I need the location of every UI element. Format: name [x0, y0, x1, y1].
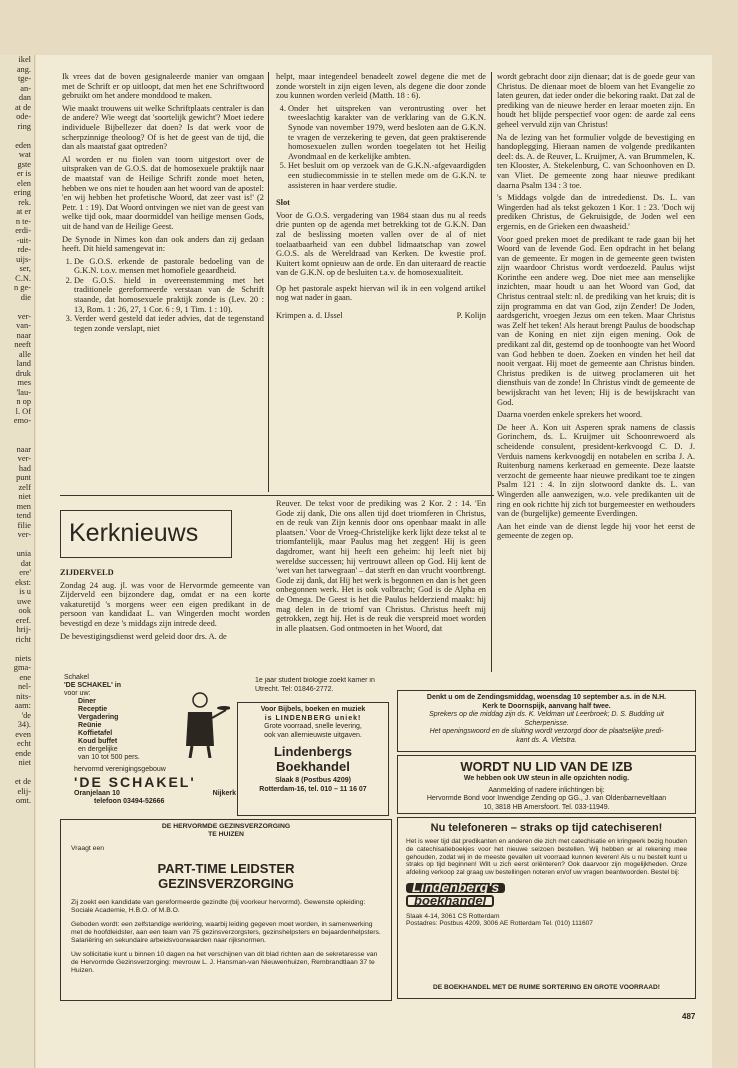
edge-text-fragment: ver-: [17, 311, 31, 321]
edge-text-fragment: ikel: [18, 55, 31, 64]
ad-line: Utrecht. Tel: 01846-2772.: [255, 685, 334, 693]
ad-line: Scherpenisse.: [524, 719, 569, 727]
edge-text-fragment: ere': [19, 568, 31, 577]
edge-text-fragment: men: [16, 501, 31, 511]
list-item: 5. Het besluit om op verzoek van de G.K.N.-afgevaardigden een studiecommissie in te stellen mede om de G.K.N. te assisteren in haar verdere studie.: [288, 161, 486, 190]
ad-footer: DE BOEKHANDEL MET DE RUIME SORTERING EN GROTE VOORRAAD!: [432, 984, 660, 992]
ad-line: ook van allernieuwste uitgaven.: [264, 731, 362, 739]
edge-text-fragment: [0, 302, 34, 312]
list-item: 4. Onder het uitspreken van verontrusting over het tweeslachtig karakter van de verklaring van de G.K.N. Synode van november 1979, werd besloten aan de G.K.N. te vragen de verzekering te geven, dat geen praktiserende homosexuelen zullen worden toegelaten tot het Heilig Avondmaal en de kerkelijke ambten.: [288, 104, 486, 162]
edge-text-fragment: tge-: [17, 74, 31, 83]
ad-title: PART-TIME LEIDSTER: [157, 861, 295, 876]
edge-text-fragment: aam:: [14, 701, 31, 710]
ad-line: 'DE SCHAKEL' in: [64, 682, 121, 689]
kerknieuws-title: Kerknieuws: [60, 510, 232, 558]
edge-text-fragment: ook: [18, 606, 31, 615]
paragraph: Voor goed preken moet de predikant te rade gaan bij het Woord van de levende God. Een opdracht in het belang van de gemeente. Er mogen in de gemeente geen twisten zijn waardoor Christus wordt verdoezeld. Paulus wijst Korinthe een andere weg. Doe niet mee aan menselijke inzichten, maar houdt u aan het Woord van God, dat Christus centraal stelt: nl. de prediking van het kruis; dit is zijn programma en dat van God, zijn Zender! De Joden, aardsgericht, vroegen Jezus om een teken. Maar Christus was Zelf het teken! Als heraut brengt Paulus de boodschap van de Koning en niet zijn eigen mening. Ook de predikant zal dit, gestemd op de toonhoogte van het Woord van God hebben te doen. Zoeken en vinden het heil dat nooit vergaat. Hij moet de gemeente aan Christus binden. Christus prediken is de uitweg proclameren uit het diensthuis van de zonde! In Christus vindt de gemeente de bewijskracht van het leven; Hij is de bewijskracht van God.: [497, 234, 695, 407]
numbered-list: [276, 104, 486, 190]
ad-line: is LINDENBERG uniek!: [264, 714, 362, 722]
paragraph: Aan het einde van de dienst legde hij voor het eerst de gemeente de zegen op.: [497, 521, 695, 541]
ad-zendingsmiddag: [397, 690, 696, 752]
page-number: 487: [682, 1012, 696, 1021]
ad-item: Koud buffet: [78, 738, 118, 745]
ad-item: en dergelijke: [78, 746, 118, 753]
edge-text-fragment: wat: [18, 150, 31, 159]
ad-line: Denkt u om de Zendingsmiddag, woensdag 10 september a.s. in de N.H.: [426, 694, 667, 701]
ad-line: Aanmelding of nadere inlichtingen bij:: [488, 786, 605, 794]
ad-line: Vraagt een: [71, 845, 105, 852]
paragraph: Zij zoekt een kandidate van gereformeerde gezindte (bij voorkeur hervormd). Gewenste opleiding: Sociale Academie, H.B.O. of M.B.O.: [71, 899, 366, 914]
edge-text-fragment: ring: [17, 121, 31, 131]
edge-text-fragment: nits-: [16, 691, 31, 701]
edge-text-fragment: unia: [16, 549, 31, 558]
paragraph: Geboden wordt: een zelfstandige werkkring, waarbij leiding gegeven moet worden, in samenwerking met de hoofdleidster, aan een team van 75 gezinsverzorgsters, gezinshelpsters en bejaardenhelpsters. Salariëring en sekundaire arbeidsvoorwaarden naar rijksnormen.: [71, 921, 381, 944]
lindenbergs-logo: boekhandel: [406, 895, 494, 907]
paragraph: Reuver. De tekst voor de prediking was 2 Kor. 2 : 14. 'En Gode zij dank, Die ons allen tijd doet triomferen in Christus, en de reuk van Zijn kennis door ons openbaar maakt in alle plaatsen.' Voor de Vroeg-Christelijke kerk lijkt deze tekst al te triomfantelijk, maar Paulus mag het zeggen! Hij is geen dagdromer, want hij heeft een geheim: hij leeft niet bij wereldse successen; hij vertrouwt alleen op God. Hij kent de 'wet van het tarwegraan' – dat sterft en dan vrucht voortbrengt. Gode zij dank, dat Hij het werk is begonnen en dan is het geen onbegonnen werk. Het is ook volbracht; God is de Alpha en de Omega. De Geest is het die Paulus helderziend maakt: hij mag delen in de triomf van Christus. Christus heeft mij getrokken, zegt hij. Het is de reuk die verspreid moet worden in alle plaatsen. God ontmoeten in het Woord, dat: [276, 499, 486, 633]
paragraph: Ik vrees dat de boven gesignaleerde manier van omgaan met de Schrift er op uitloopt, dat men het ene Schriftwoord gebruikt om het andere monddood te maken.: [62, 72, 264, 101]
ad-phone: telefoon 03494-52666: [94, 798, 165, 805]
ad-de-schakel: [60, 672, 250, 820]
edge-text-fragment: [0, 426, 34, 436]
kerknieuws-column-1: [60, 568, 270, 644]
paragraph: Op het pastorale aspekt hiervan wil ik in een volgend artikel nog wat nader in gaan.: [276, 283, 486, 303]
paragraph: Wie maakt trouwens uit welke Schriftplaats centraler is dan de andere? Wie weegt dat 'soortelijk gewicht'? Moet iedere individuele Bijbellezer dat doen? Is dat werk voor de scherpzinnige theoloog? Of is het de geest van de tijd, die dan als maatstaf gaat optreden?: [62, 103, 264, 152]
edge-text-fragment: ver-: [17, 530, 31, 539]
edge-text-fragment: er is: [16, 169, 31, 178]
edge-text-fragment: druk: [15, 368, 31, 378]
ad-address: Slaak 4-14, 3061 CS Rotterdam: [406, 912, 500, 920]
list-item: 2. De G.O.S. hield in overeenstemming met het traditionele gereformeerde verstaan van de Schrift staande, dat homosexuele praktijk zonde is (Lev. 20 : 13, Rom. 1 : 26, 27, 1 Cor. 6 : 9, 1 Tim. 1 : 10).: [74, 276, 264, 314]
ad-title: WORDT NU LID VAN DE IZB: [460, 759, 633, 774]
edge-text-fragment: ene: [19, 672, 31, 682]
edge-text-fragment: ang.: [16, 64, 31, 74]
paragraph: wordt gebracht door zijn dienaar; dat is de goede geur van Christus. De dienaar moet de bloem van het Evangelie zo laten geuren, dat ieder onder die bekoring raakt. Dat zal de prediking van de nieuwe herder en leraar moeten zijn. En houdt het blijde perspectief voor ogen: de aarde zal eens geheel vervuld zijn van Christus!: [497, 72, 695, 129]
edge-text-fragment: neeft: [14, 340, 31, 349]
ad-gezinsverzorging: [60, 819, 392, 1001]
ad-line: Grote voorraad, snelle levering,: [264, 723, 362, 730]
ad-item: Vergadering: [78, 714, 119, 721]
edge-text-fragment: l. Of: [15, 406, 31, 416]
ad-name: 'DE SCHAKEL': [74, 774, 196, 790]
ad-item: van 10 tot 500 pers.: [78, 754, 140, 761]
edge-text-fragment: ser,: [19, 264, 31, 273]
edge-text-fragment: dat: [20, 558, 31, 568]
edge-text-fragment: at de: [14, 102, 31, 112]
edge-text-fragment: [0, 435, 34, 445]
ad-line: DE HERVORMDE GEZINSVERZORGING: [161, 823, 291, 830]
edge-text-fragment: [0, 644, 34, 654]
edge-text-fragment: naar: [16, 444, 31, 454]
edge-text-fragment: filie: [17, 520, 31, 530]
paragraph: Zondag 24 aug. jl. was voor de Hervormde gemeente van Zijderveld een bijzondere dag, omdat er na een korte vakaturetijd 's morgens weer een eigen predikant in de persoon van kandidaat L. van Wingerden mocht worden bevestigd en deze 's middags zijn intrede deed.: [60, 580, 270, 628]
edge-text-fragment: [0, 768, 34, 778]
paragraph: helpt, maar integendeel benadeelt zowel degene die met de zonde worstelt in zijn eigen leven, als degene die door zonde zou kunnen worden verleid (Matth. 18 : 6).: [276, 72, 486, 101]
edge-text-fragment: nel-: [17, 682, 31, 691]
paragraph: Na de lezing van het formulier volgde de bevestiging en handoplegging. Hieraan namen de volgende predikanten deel: ds. A. de Reuver, L. Kruijmer, A. van Brummelen, K. ten Klooster, A. Stekelenburg, C. van Schoonhoven en D. van Vliet. De gemeente zong haar nieuwe predikant daarna Psalm 134 : 3 toe.: [497, 132, 695, 190]
edge-text-fragment: alle: [18, 349, 31, 359]
edge-text-fragment: elen: [17, 178, 31, 188]
section-heading: Slot: [276, 198, 290, 208]
ad-line: Het openingswoord en de sluiting wordt verzorgd door de plaatselijke predi-: [429, 728, 664, 735]
ad-line: hervormd verenigingsgebouw: [74, 766, 166, 773]
edge-text-fragment: omt.: [15, 796, 31, 805]
ad-item: Diner: [78, 698, 96, 705]
ad-izb: [397, 755, 696, 814]
edge-text-fragment: emo-: [13, 416, 31, 425]
paragraph: Voor de G.O.S. vergadering van 1984 staan dus nu al reeds drie punten op de agenda met betrekking tot de G.K.N. Dan zal de beslissing moeten vallen over de al of niet toelaatbaarheid van een dubbel lidmaatschap van zowel G.O.S. als de Wereldraad van Kerken. De kwestie prof. Kuitert komt opnieuw aan de orde. En dan uiteraard de reactie van de G.K.N. op de besluiten t.a.v. de homosexualiteit.: [276, 210, 486, 278]
edge-text-fragment: at er: [16, 207, 31, 216]
ad-address: Slaak 8 (Postbus 4209): [275, 777, 351, 784]
edge-text-fragment: C.N.: [15, 273, 31, 283]
section-heading: ZIJDERVELD: [60, 568, 114, 577]
edge-text-fragment: rde-: [17, 245, 31, 254]
ad-student-room: [255, 677, 389, 697]
edge-text-fragment: erdi-: [15, 226, 31, 235]
edge-text-fragment: niet: [18, 758, 31, 767]
article-column-1: [62, 72, 264, 336]
ad-item: Koffietafel: [78, 730, 113, 737]
ad-address: Oranjelaan 10: [74, 790, 120, 797]
edge-text-fragment: richt: [15, 634, 31, 644]
ad-line: Kerk te Doornspijk, aanvang half twee.: [482, 702, 611, 710]
ad-line: Schakel: [64, 674, 89, 681]
edge-text-fragment: niet: [18, 492, 31, 501]
kerknieuws-column-2: [276, 499, 486, 636]
edge-text-fragment: ende: [15, 748, 31, 758]
list-item: 3. Verder werd gesteld dat ieder advies, dat de tegenstand tegen zonde verslapt, niet: [74, 314, 264, 333]
edge-text-fragment: -uit-: [16, 235, 31, 245]
edge-text-fragment: rek.: [18, 197, 31, 207]
edge-text-fragment: mes: [17, 378, 31, 387]
edge-text-fragment: ver-: [17, 454, 31, 463]
edge-text-fragment: even: [15, 729, 31, 739]
divider: [491, 72, 492, 672]
ad-name: Boekhandel: [276, 759, 350, 774]
edge-text-fragment: uijs-: [16, 254, 31, 264]
place: Krimpen a. d. IJssel: [276, 311, 343, 321]
ad-line: TE HUIZEN: [208, 831, 244, 838]
edge-text-fragment: uwe: [17, 596, 31, 606]
divider: [60, 495, 494, 496]
left-page-edge: [0, 55, 35, 1068]
ad-line: Hervormde Bond voor Inwendige Zending op GG., J. van Oldenbarneveltlaan: [426, 795, 667, 802]
ad-title: GEZINSVERZORGING: [158, 876, 294, 891]
paragraph: De bevestigingsdienst werd geleid door drs. A. de: [60, 631, 227, 641]
edge-text-fragment: 34).: [17, 720, 31, 729]
ad-title: Nu telefoneren – straks op tijd catechiseren!: [430, 822, 663, 834]
waiter-illustration: [170, 688, 230, 758]
paragraph: 's Middags volgde dan de intrededienst. Ds. L. van Wingerden had als tekst gekozen 1 Kor. 1 : 23. 'Doch wij prediken Christus, de Gekruisigde, de Joden wel een ergernis, en de Grieken een dwaasheid.': [497, 193, 695, 231]
edge-text-fragment: ekst:: [15, 577, 31, 587]
numbered-list: [62, 257, 264, 334]
paragraph: Al worden er nu fiolen van toorn uitgestort over de uitspraken van de G.O.S. dat de homosexuele praktijk naar de maatstaf van de Heilige Schrift zonde moet heten, hebben we ons niet te houden aan het woord van de apostel: 'en wij hebben het profetische Woord, dat zeer vast is!' (2 Petr. 1 : 19). Dat Woord ontvingen we niet van de geest van welke tijd ook, maar doormiddel van heilige mensen Gods, uit de hand van de Heilige Geest.: [62, 154, 264, 231]
edge-text-fragment: n op: [16, 397, 31, 406]
author: P. Kolijn: [456, 311, 486, 321]
ad-city: Rotterdam-16, tel. 010 – 11 16 07: [259, 785, 367, 793]
edge-text-fragment: had: [18, 463, 31, 473]
ad-line: kant ds. A. Vletstra.: [516, 736, 577, 744]
paragraph: Uw sollicitatie kunt u binnen 10 dagen na het verschijnen van dit blad richten aan de sekretaresse van de Hervormde Gezinsverzorging: mevrouw L. J. Hansman-van Nieuwenhuizen, Rembrandtlaan 37 te Huizen.: [71, 951, 378, 974]
ad-name: Lindenbergs: [273, 744, 352, 759]
edge-text-fragment: tend: [16, 511, 31, 520]
paragraph: De heer A. Kon uit Asperen sprak namens de classis Gorinchem, ds. L. Kruijmer uit Schoonrewoerd als scheidende consulent, president-kerkvoogd C. D. J. Verduis namens kerkvoogdij en notabelen en scriba J. A. Ruitenburg namens kerkeraad en gemeente. Deze laatste verzocht de gemeente haar nieuwe predikant toe te zingen Psalm 121 : 4. In zijn slotwoord dankte ds. L. van Wingerden alle aanwezigen, w.o. vele predikanten uit de ring en ook richtte hij zich tot burgemeester en wethouders van de (burgelijke) gemeente Everdingen.: [497, 422, 695, 519]
edge-text-fragment: die: [20, 292, 31, 302]
ad-line: We hebben ook UW steun in alle opzichten nodig.: [463, 775, 630, 782]
ad-lindenbergs-boekhandel: [237, 702, 389, 816]
edge-text-fragment: eden: [15, 140, 31, 150]
edge-text-fragment: [0, 131, 34, 141]
edge-text-fragment: echt: [17, 739, 31, 748]
edge-text-fragment: land: [16, 359, 31, 368]
list-item: 1. De G.O.S. erkende de pastorale bedoeling van de G.K.N. t.o.v. mensen met homofiele geaardheid.: [74, 257, 264, 276]
paragraph: Daarna voerden enkele sprekers het woord.: [497, 410, 643, 420]
edge-text-fragment: ode-: [16, 112, 31, 121]
edge-text-fragment: niets: [15, 653, 31, 663]
edge-text-fragment: punt: [16, 473, 31, 482]
edge-text-fragment: is u: [19, 587, 31, 596]
article-column-2: [276, 72, 486, 321]
edge-text-fragment: van-: [16, 321, 31, 330]
edge-text-fragment: eref.: [15, 615, 31, 625]
edge-text-fragment: 'lau-: [16, 387, 31, 397]
edge-text-fragment: n te-: [15, 216, 31, 226]
edge-text-fragment: 'de: [21, 710, 31, 720]
edge-text-fragment: elij-: [17, 786, 31, 796]
paragraph: De Synode in Nimes kon dan ook anders dan zij gedaan heeft. Dit hield samengevat in:: [62, 234, 264, 254]
edge-text-fragment: et de: [14, 777, 31, 786]
ad-line: 10, 3818 HB Amersfoort. Tel. 033-11949.: [483, 803, 610, 811]
ad-line: voor uw:: [64, 690, 91, 697]
edge-text-fragment: ering: [13, 188, 31, 197]
ad-address: Postadres: Postbus 4209, 3006 AE Rotterdam Tel. (010) 111607: [406, 920, 593, 928]
paragraph: Het is weer tijd dat predikanten en anderen die zich met catechisatie en kringwerk bezig houden de catechisatieboekjes voor het nieuwe seizoen bestellen. Wij hebben er al rekening mee gehouden, zodat wij in de meeste gevallen uit voorraad kunnen leveren! Als u nu bestelt kunt u straks op tijd beginnen! Wilt u zich eerst oriënteren? Ook daarvoor zijn mogelijkheden. Onze afdeling verkoop zal graag uw bestellingen noteren en/of uw vragen beantwoorden. Bestel bij:: [406, 838, 687, 877]
ad-city: Nijkerk: [212, 790, 236, 797]
ad-line: Sprekers op die middag zijn ds. K. Veldman uit Leerbroek; D. S. Budding uit: [429, 711, 664, 718]
edge-text-fragment: [0, 540, 34, 550]
divider: [268, 72, 269, 492]
ad-line: 1e jaar student biologie zoekt kamer in: [255, 677, 375, 684]
ad-item: Reünie: [78, 722, 102, 729]
ad-catechiseren: [397, 817, 696, 999]
edge-text-fragment: dan: [18, 93, 31, 102]
edge-text-fragment: an-: [20, 83, 31, 93]
signature-line: [276, 311, 486, 321]
lindenbergs-logo: Lindenberg's: [406, 883, 505, 893]
edge-text-fragment: hrij-: [16, 625, 31, 634]
edge-text-fragment: naar: [16, 330, 31, 340]
edge-text-fragment: gma-: [13, 663, 31, 672]
ad-line: Voor Bijbels, boeken en muziek: [260, 706, 366, 713]
ad-item: Receptie: [78, 706, 108, 713]
article-column-3: [497, 72, 695, 544]
edge-text-fragment: zelf: [18, 482, 31, 492]
edge-text-fragment: n ge-: [14, 283, 31, 292]
edge-text-fragment: gste: [17, 159, 31, 169]
